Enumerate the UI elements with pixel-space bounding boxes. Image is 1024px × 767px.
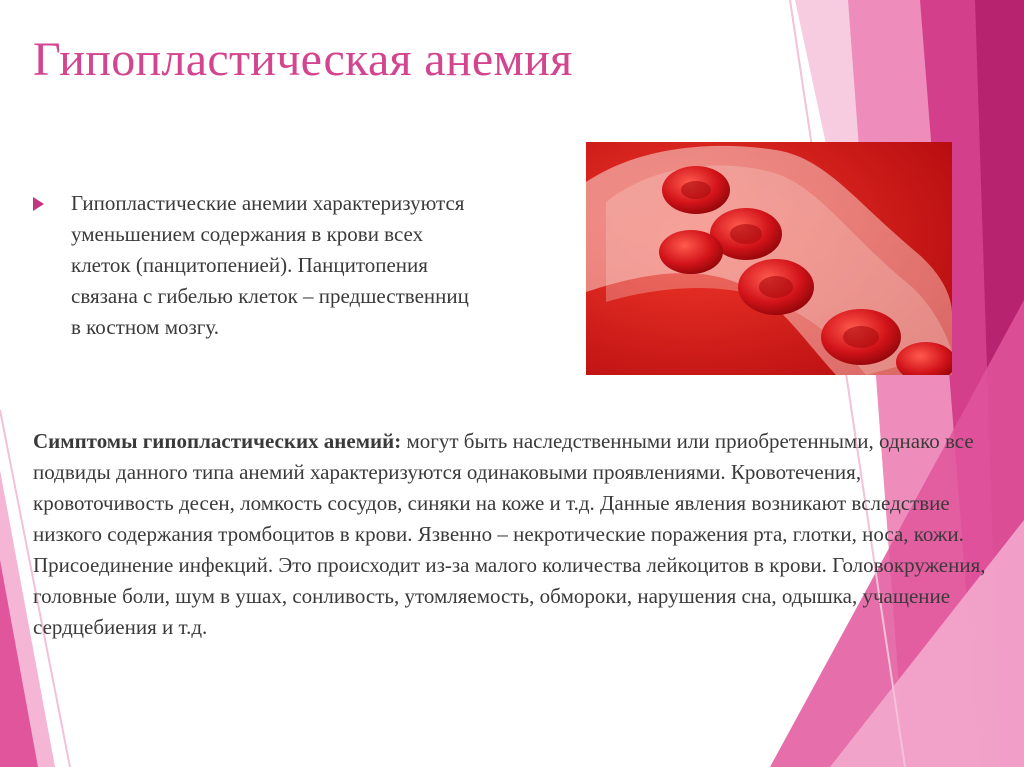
symptoms-paragraph <box>33 426 988 643</box>
blood-cell <box>681 181 711 199</box>
blood-cell <box>843 326 879 348</box>
blood-vessel-illustration <box>586 142 952 375</box>
blood-cell <box>730 224 762 244</box>
blood-vessel-image <box>586 142 952 375</box>
bullet-paragraph: Гипопластические анемии характеризуются уменьшением содержания в крови всех клеток (панцитопенией). Панцитопения связана с гибелью клеток – предшественниц в костном мозгу. <box>71 191 469 339</box>
symptoms-heading: Симптомы гипопластических анемий: <box>33 429 402 453</box>
symptoms-text: могут быть наследственными или приобретенными, однако все подвиды данного типа анемий характеризуются одинаковыми проявлениями. Кровотечения, кровоточивость десен, ломкость сосудов, синяки на коже и т.д. Данные явления возникают вследствие низкого содержания тромбоцитов в крови. Язвенно – некротические поражения рта, глотки, носа, кожи. Присоединение инфекций. Это происходит из-за малого количества лейкоцитов в крови. Головокружения, головные боли, шум в ушах, сонливость, утомляемость, обмороки, нарушения сна, одышка, учащение сердцебиения и т.д. <box>33 429 986 639</box>
blood-cell <box>759 276 793 298</box>
slide-title: Гипопластическая анемия <box>33 33 573 86</box>
bullet-triangle-icon <box>33 197 44 211</box>
blood-cell <box>659 230 723 274</box>
